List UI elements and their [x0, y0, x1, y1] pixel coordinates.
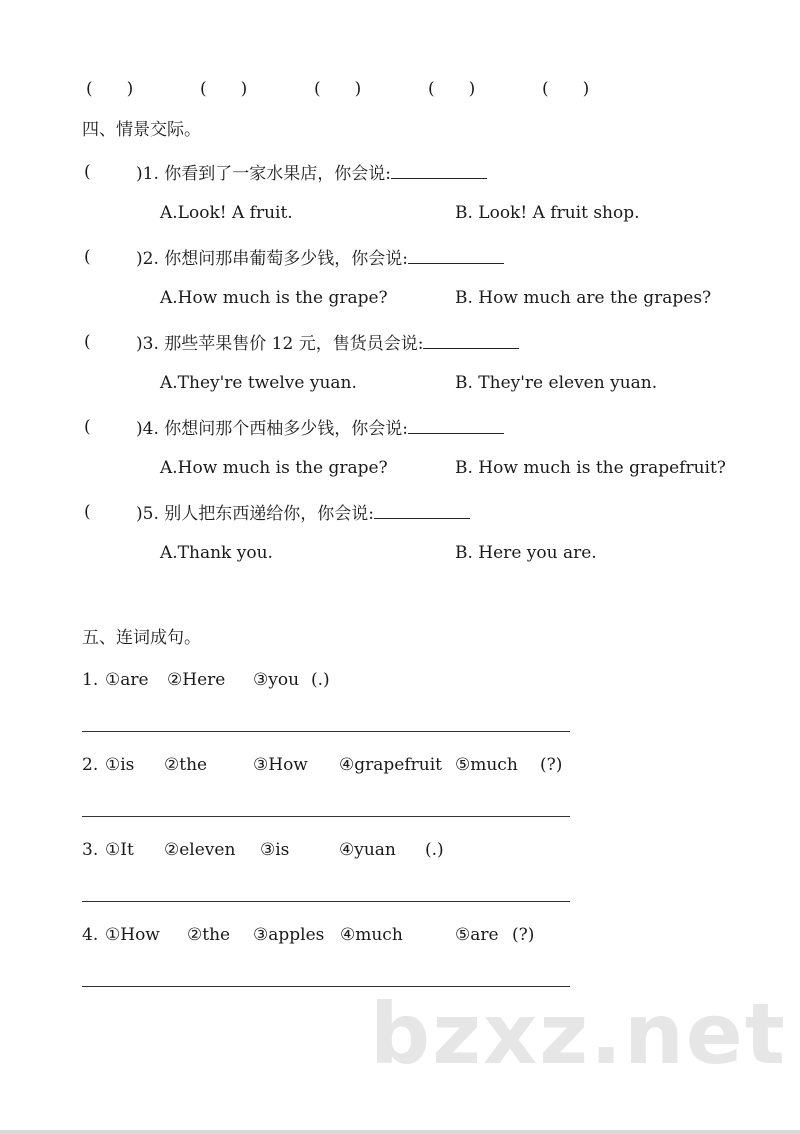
q4-option-b[interactable]: B. How much is the grapefruit?	[455, 458, 726, 478]
s5-item1-word3: ③you	[253, 670, 300, 690]
q4-answer-blank[interactable]	[408, 417, 504, 434]
s5-item2-word2: ②the	[164, 755, 208, 775]
s5-item1-word1: ①are	[105, 670, 149, 690]
answer-paren-3[interactable]: ( )	[314, 79, 362, 99]
s5-item1-number: 1.	[82, 670, 99, 690]
watermark-logo: bzxz.net	[370, 985, 787, 1083]
s5-item4-punct: (?)	[512, 925, 535, 945]
section4-title: 四、情景交际。	[82, 120, 201, 140]
s5-item3-punct: (.)	[425, 840, 444, 860]
q1-paren[interactable]: (	[84, 162, 91, 182]
q3-paren[interactable]: (	[84, 332, 91, 352]
s5-item2-word4: ④grapefruit	[339, 755, 442, 775]
s5-item4-word3: ③apples	[253, 925, 325, 945]
s5-item2-punct: (?)	[540, 755, 563, 775]
s5-item1-punct: (.)	[311, 670, 330, 690]
answer-paren-5[interactable]: ( )	[542, 79, 590, 99]
s5-item3-number: 3.	[82, 840, 99, 860]
answer-paren-1[interactable]: ( )	[86, 79, 134, 99]
s5-item2-word5: ⑤much	[455, 755, 518, 775]
q5-paren[interactable]: (	[84, 502, 91, 522]
q1-answer-blank[interactable]	[391, 162, 487, 179]
q1-option-b[interactable]: B. Look! A fruit shop.	[455, 203, 640, 223]
q2-option-b[interactable]: B. How much are the grapes?	[455, 288, 712, 308]
s5-item2-number: 2.	[82, 755, 99, 775]
q1-question	[136, 162, 487, 184]
q2-answer-blank[interactable]	[408, 247, 504, 264]
q2-question	[136, 247, 504, 269]
s5-item3-word3: ③is	[260, 840, 290, 860]
s5-item4-word5: ⑤are	[455, 925, 499, 945]
q3-question	[136, 332, 519, 354]
s5-item1-word2: ②Here	[167, 670, 226, 690]
q4-question	[136, 417, 504, 439]
s5-item2-answer-line[interactable]	[82, 816, 570, 817]
q4-option-a[interactable]: A.How much is the grape?	[160, 458, 388, 478]
s5-item4-word2: ②the	[187, 925, 231, 945]
answer-paren-4[interactable]: ( )	[428, 79, 476, 99]
s5-item4-word4: ④much	[340, 925, 403, 945]
s5-item4-word1: ①How	[105, 925, 160, 945]
q1-question-text: )1. 你看到了一家水果店，你会说:	[136, 164, 391, 184]
q5-option-a[interactable]: A.Thank you.	[160, 543, 273, 563]
q1-option-a[interactable]: A.Look! A fruit.	[160, 203, 293, 223]
q5-answer-blank[interactable]	[374, 502, 470, 519]
s5-item2-word1: ①is	[105, 755, 135, 775]
q2-question-text: )2. 你想问那串葡萄多少钱，你会说:	[136, 249, 408, 269]
q4-question-text: )4. 你想问那个西柚多少钱，你会说:	[136, 419, 408, 439]
s5-item3-word2: ②eleven	[164, 840, 236, 860]
s5-item2-word3: ③How	[253, 755, 308, 775]
s5-item3-word1: ①It	[105, 840, 134, 860]
q2-option-a[interactable]: A.How much is the grape?	[160, 288, 388, 308]
q3-option-a[interactable]: A.They're twelve yuan.	[160, 373, 357, 393]
answer-paren-2[interactable]: ( )	[200, 79, 248, 99]
s5-item3-answer-line[interactable]	[82, 901, 570, 902]
q4-paren[interactable]: (	[84, 417, 91, 437]
q2-paren[interactable]: (	[84, 247, 91, 267]
q5-question	[136, 502, 470, 524]
s5-item3-word4: ④yuan	[339, 840, 396, 860]
q3-question-text: )3. 那些苹果售价 12 元，售货员会说:	[136, 334, 424, 354]
q5-option-b[interactable]: B. Here you are.	[455, 543, 597, 563]
page-bottom-edge	[0, 1130, 800, 1134]
section5-title: 五、连词成句。	[82, 628, 201, 648]
q3-answer-blank[interactable]	[423, 332, 519, 349]
s5-item1-answer-line[interactable]	[82, 731, 570, 732]
q5-question-text: )5. 别人把东西递给你，你会说:	[136, 504, 374, 524]
s5-item4-number: 4.	[82, 925, 99, 945]
q3-option-b[interactable]: B. They're eleven yuan.	[455, 373, 658, 393]
